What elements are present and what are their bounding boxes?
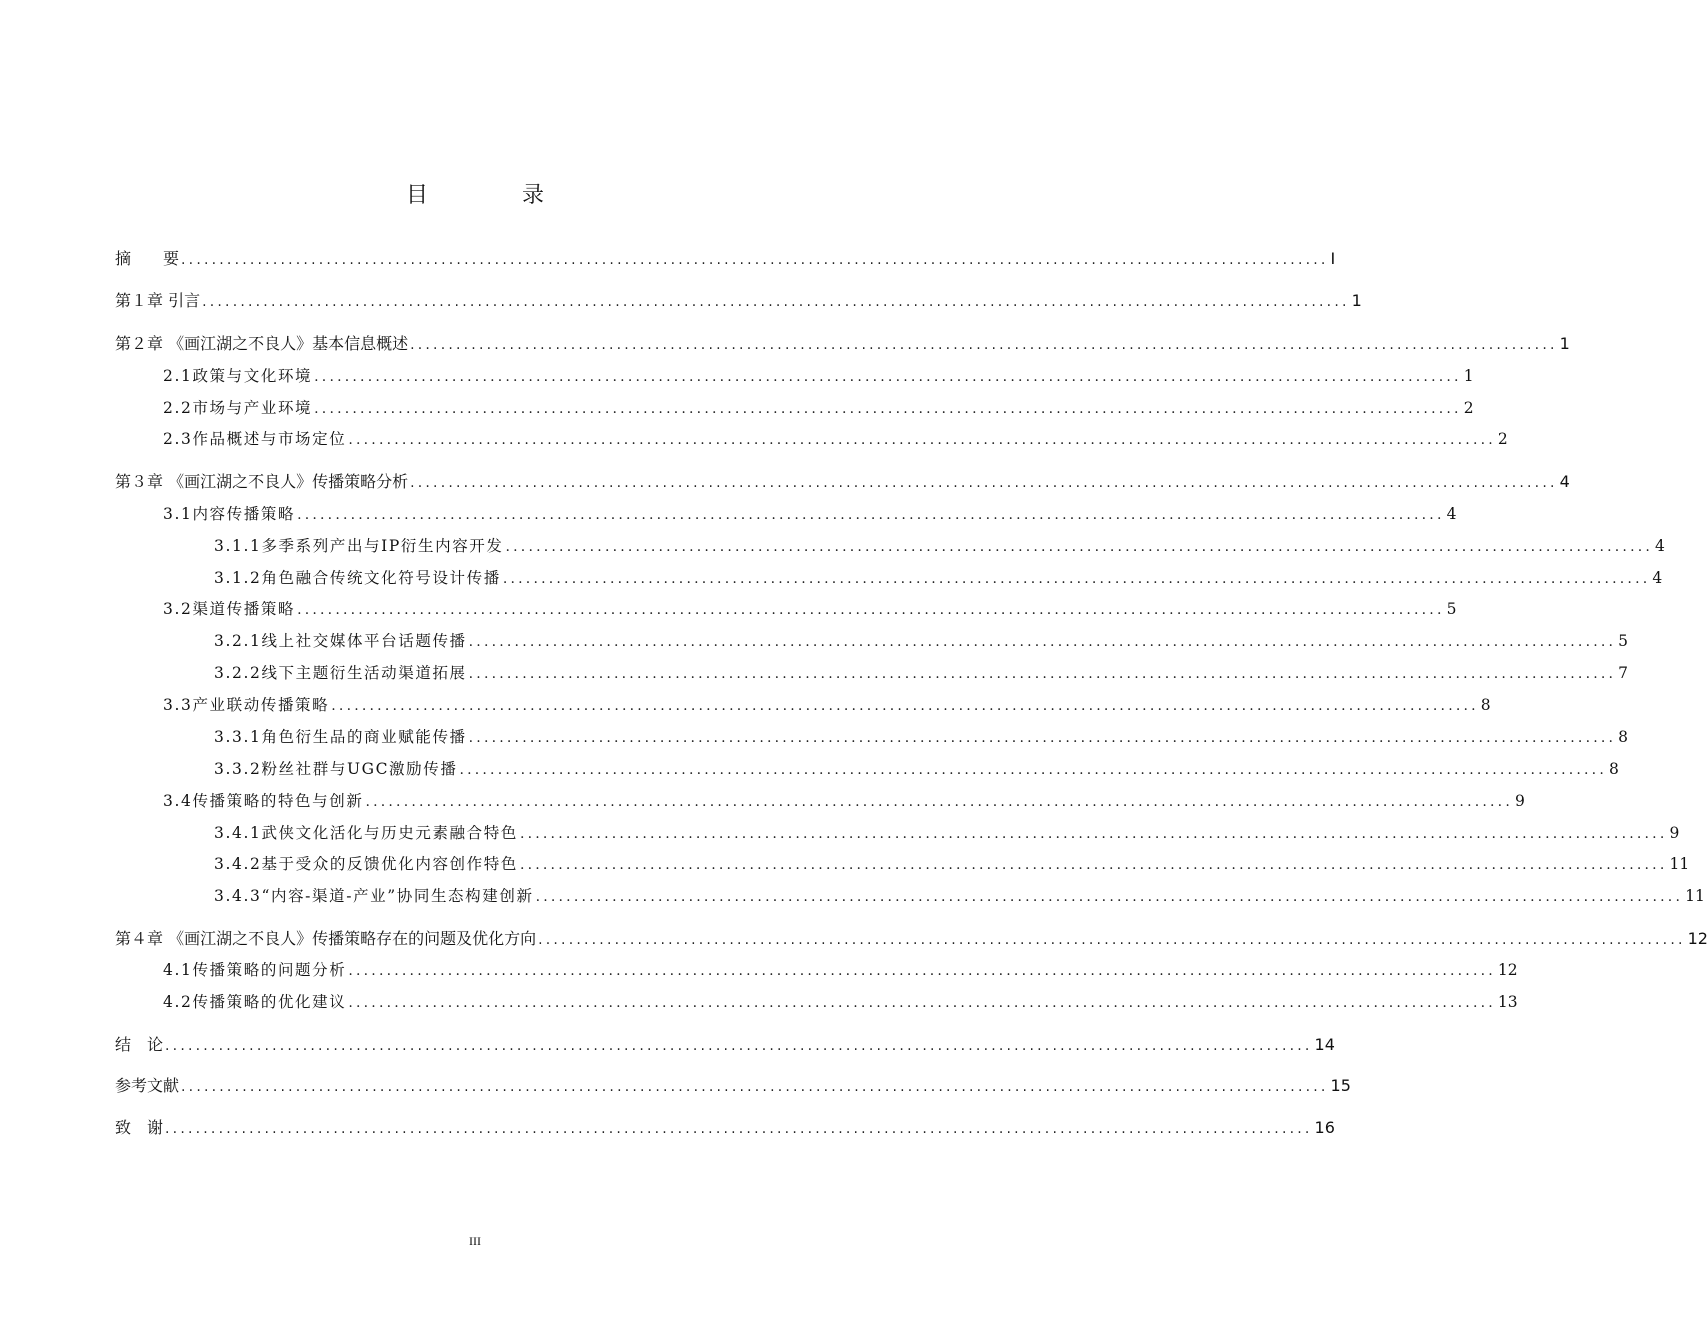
toc-entry-label: 2.1政策与文化环境 <box>163 367 313 385</box>
dot-leader: ...................................................................................................................................................... <box>538 932 1686 948</box>
toc-entry-section-4-2[interactable] <box>163 990 1518 1012</box>
toc-entry-label: 摘 要 <box>115 249 180 268</box>
toc-entry-section-3-4-1[interactable] <box>214 821 1680 843</box>
toc-entry-section-3-2-1[interactable] <box>214 629 1629 651</box>
toc-entry-section-2-2[interactable] <box>163 396 1474 418</box>
toc-entry-page: 11 <box>1669 855 1690 873</box>
dot-leader: ...................................................................................................................................................... <box>165 1121 1313 1137</box>
dot-leader: ...................................................................................................................................................... <box>314 401 1462 417</box>
toc-entry-section-3-1-2[interactable] <box>214 566 1663 588</box>
toc-entry-section-2-3[interactable] <box>163 427 1508 449</box>
dot-leader: ...................................................................................................................................................... <box>502 571 1651 587</box>
toc-entry-chapter-2[interactable] <box>115 331 1570 354</box>
toc-entry-section-3-3-1[interactable] <box>214 725 1629 747</box>
dot-leader: ...................................................................................................................................................... <box>505 539 1654 555</box>
dot-leader: ...................................................................................................................................................... <box>314 369 1462 385</box>
dot-leader: ...................................................................................................................................................... <box>410 337 1558 353</box>
toc-entry-section-3-2-2[interactable] <box>214 661 1629 683</box>
toc-entry-label: 3.2渠道传播策略 <box>163 600 296 618</box>
toc-entry-label: 4.1传播策略的问题分析 <box>163 961 347 979</box>
dot-leader: ...................................................................................................................................................... <box>468 666 1617 682</box>
dot-leader: ...................................................................................................................................................... <box>348 963 1496 979</box>
toc-entry-label: 3.3.1角色衍生品的商业赋能传播 <box>214 728 467 746</box>
toc-entry-page: 2 <box>1463 399 1474 417</box>
toc-entry-page: 12 <box>1497 961 1518 979</box>
dot-leader: ...................................................................................................................................................... <box>181 1079 1329 1095</box>
toc-entry-section-4-1[interactable] <box>163 958 1518 980</box>
toc-entry-section-3-4-3[interactable] <box>214 884 1705 906</box>
dot-leader: ...................................................................................................................................................... <box>297 602 1445 618</box>
toc-entry-label: 3.4.2基于受众的反馈优化内容创作特色 <box>214 855 518 873</box>
dot-leader: ...................................................................................................................................................... <box>468 730 1617 746</box>
dot-leader: ...................................................................................................................................................... <box>535 889 1684 905</box>
toc-entry-section-3-3[interactable] <box>163 693 1491 715</box>
dot-leader: ...................................................................................................................................................... <box>519 826 1668 842</box>
dot-leader: ...................................................................................................................................................... <box>331 698 1479 714</box>
toc-entry-section-3-1-1[interactable] <box>214 534 1665 556</box>
toc-entry-page: 4 <box>1559 472 1570 491</box>
toc-entry-section-3-2[interactable] <box>163 597 1457 619</box>
dot-leader: ...................................................................................................................................................... <box>181 252 1329 268</box>
toc-entry-section-3-1[interactable] <box>163 502 1457 524</box>
toc-entry-page: 8 <box>1608 760 1619 778</box>
toc-entry-label: 参考文献 <box>115 1076 180 1095</box>
toc-entry-label: 3.1.1多季系列产出与IP衍生内容开发 <box>214 537 504 555</box>
toc-entry-label: 3.4传播策略的特色与创新 <box>163 792 364 810</box>
dot-leader: ...................................................................................................................................................... <box>459 762 1607 778</box>
toc-entry-page: 4 <box>1652 569 1663 587</box>
toc-entry-page: 1 <box>1559 334 1570 353</box>
toc-entry-page: 14 <box>1314 1035 1335 1054</box>
page-number: III <box>469 1234 481 1248</box>
toc-entry-chapter-1[interactable] <box>115 288 1362 311</box>
toc-entry-page: 1 <box>1351 291 1362 310</box>
toc-entry-page: 15 <box>1330 1076 1351 1095</box>
toc-entry-page: 4 <box>1655 537 1665 555</box>
dot-leader: ...................................................................................................................................................... <box>348 432 1496 448</box>
dot-leader: ...................................................................................................................................................... <box>410 475 1558 491</box>
toc-entry-conclusion[interactable] <box>115 1032 1335 1055</box>
toc-entry-acknowledgements[interactable] <box>115 1115 1335 1138</box>
toc-entry-label: 3.3.2粉丝社群与UGC激励传播 <box>214 760 458 778</box>
dot-leader: ...................................................................................................................................................... <box>348 995 1496 1011</box>
toc-entry-page: 8 <box>1618 728 1629 746</box>
toc-entry-label: 3.2.2线下主题衍生活动渠道拓展 <box>214 664 467 682</box>
toc-entry-label: 3.2.1线上社交媒体平台话题传播 <box>214 632 467 650</box>
dot-leader: ...................................................................................................................................................... <box>202 294 1350 310</box>
toc-entry-section-2-1[interactable] <box>163 364 1474 386</box>
toc-entry-label: 3.4.3“内容-渠道-产业”协同生态构建创新 <box>214 887 534 905</box>
toc-entry-section-3-4[interactable] <box>163 789 1525 811</box>
toc-entry-label: 2.2市场与产业环境 <box>163 399 313 417</box>
toc-entry-label: 3.3产业联动传播策略 <box>163 696 330 714</box>
toc-entry-page: 12 <box>1687 929 1708 948</box>
toc-entry-label: 3.4.1武侠文化活化与历史元素融合特色 <box>214 824 518 842</box>
toc-entry-page: 2 <box>1497 430 1508 448</box>
toc-entry-section-3-3-2[interactable] <box>214 757 1619 779</box>
toc-entry-page: 5 <box>1446 600 1457 618</box>
toc-entry-label: 结 论 <box>115 1035 164 1054</box>
toc-entry-page: 11 <box>1685 887 1705 905</box>
toc-entry-label: 3.1.2角色融合传统文化符号设计传播 <box>214 569 501 587</box>
toc-entry-label: 第３章 《画江湖之不良人》传播策略分析 <box>115 472 409 491</box>
toc-entry-page: 13 <box>1497 993 1518 1011</box>
toc-entry-page: 7 <box>1618 664 1629 682</box>
toc-entry-page: I <box>1330 249 1336 268</box>
dot-leader: ...................................................................................................................................................... <box>519 857 1668 873</box>
dot-leader: ...................................................................................................................................................... <box>468 634 1617 650</box>
toc-entry-chapter-3[interactable] <box>115 469 1570 492</box>
toc-entry-page: 9 <box>1669 824 1680 842</box>
toc-entry-page: 4 <box>1446 505 1457 523</box>
toc-entry-label: 4.2传播策略的优化建议 <box>163 993 347 1011</box>
toc-entry-references[interactable] <box>115 1073 1351 1096</box>
dot-leader: ...................................................................................................................................................... <box>365 794 1513 810</box>
toc-entry-label: 第２章 《画江湖之不良人》基本信息概述 <box>115 334 409 353</box>
dot-leader: ...................................................................................................................................................... <box>165 1038 1313 1054</box>
toc-entry-label: 致 谢 <box>115 1118 164 1137</box>
toc-entry-chapter-4[interactable] <box>115 926 1708 949</box>
toc-entry-label: 2.3作品概述与市场定位 <box>163 430 347 448</box>
dot-leader: ...................................................................................................................................................... <box>297 507 1445 523</box>
toc-entry-label: 3.1内容传播策略 <box>163 505 296 523</box>
toc-title: 目 录 <box>405 183 580 208</box>
toc-entry-section-3-4-2[interactable] <box>214 852 1690 874</box>
toc-entry-page: 1 <box>1463 367 1474 385</box>
toc-entry-page: 9 <box>1514 792 1525 810</box>
toc-entry-abstract[interactable] <box>115 246 1336 269</box>
toc-entry-page: 5 <box>1618 632 1629 650</box>
toc-entry-label: 第１章 引言 <box>115 291 201 310</box>
toc-entry-page: 16 <box>1314 1118 1335 1137</box>
toc-entry-page: 8 <box>1480 696 1491 714</box>
toc-entry-label: 第４章 《画江湖之不良人》传播策略存在的问题及优化方向 <box>115 929 537 948</box>
